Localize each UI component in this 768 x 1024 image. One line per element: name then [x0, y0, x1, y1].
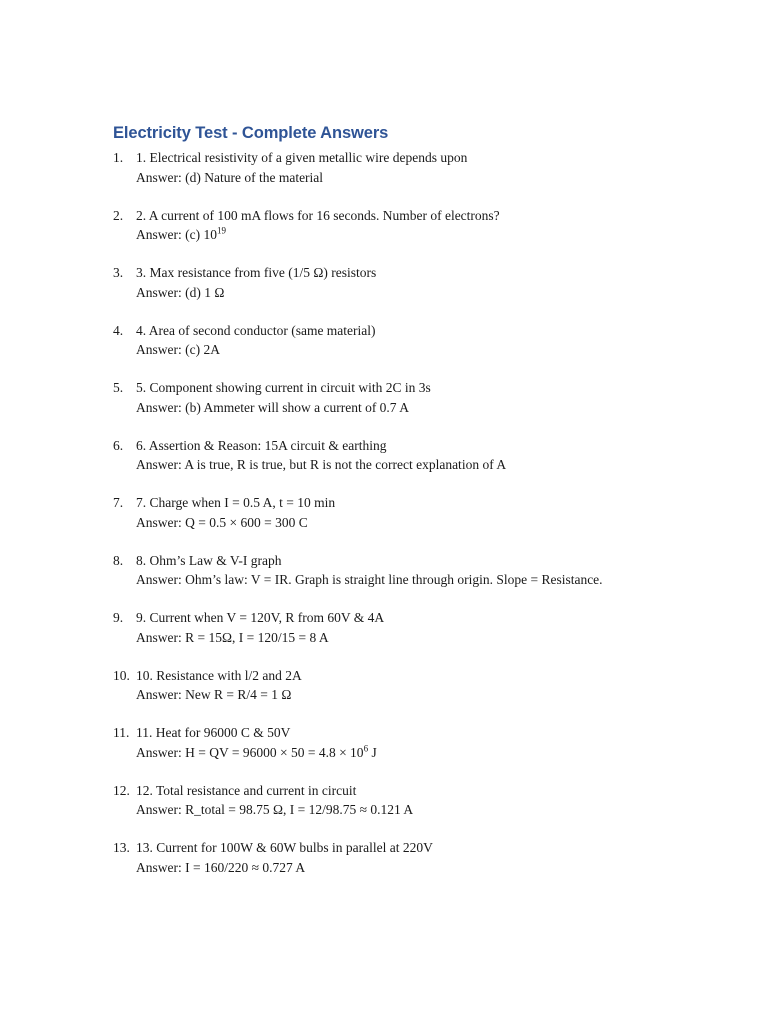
item-number: 2.	[113, 207, 124, 223]
answer-main: Answer: H = QV = 96000 × 50 = 4.8 × 10	[136, 744, 364, 760]
item-number: 11.	[113, 725, 130, 740]
answer-exponent: 19	[216, 225, 226, 236]
question-text: 5. Component showing current in circuit with 2C in 3s	[136, 380, 431, 395]
answer-text: Answer: A is true, R is true, but R is not the correct explanation of A	[136, 457, 507, 472]
item-number: 13.	[113, 840, 130, 855]
item-number: 12.	[113, 782, 130, 798]
item-number: 4.	[113, 322, 124, 338]
answer-tail: J	[368, 744, 377, 760]
answer-text: Answer: R_total = 98.75 Ω, I = 12/98.75 ≈ 0.121 A	[136, 802, 414, 817]
item-number: 1.	[113, 150, 124, 165]
question-text: 2. A current of 100 mA flows for 16 seconds. Number of electrons?	[136, 207, 500, 223]
answer-text: Answer: (c) 2A	[136, 342, 220, 357]
question-text: 10. Resistance with l/2 and 2A	[136, 667, 302, 683]
answer-main: Answer: (c) 10	[136, 227, 217, 242]
question-text: 7. Charge when I = 0.5 A, t = 10 min	[136, 495, 336, 510]
question-text: 11. Heat for 96000 C & 50V	[136, 725, 291, 740]
answer-text: Answer: Q = 0.5 × 600 = 300 C	[136, 514, 308, 530]
question-text: 13. Current for 100W & 60W bulbs in parallel at 220V	[136, 840, 433, 855]
document-title: Electricity Test - Complete Answers	[113, 124, 389, 142]
item-number: 10.	[113, 667, 130, 683]
item-number: 9.	[113, 610, 124, 625]
question-text: 8. Ohm’s Law & V-I graph	[136, 552, 282, 568]
answer-text	[136, 743, 377, 763]
item-number: 5.	[113, 380, 124, 395]
answer-text: Answer: (d) Nature of the material	[136, 169, 324, 185]
answer-text: Answer: Ohm’s law: V = IR. Graph is straight line through origin. Slope = Resistance.	[136, 572, 603, 587]
question-text: 9. Current when V = 120V, R from 60V & 4A	[136, 610, 385, 625]
item-number: 3.	[113, 265, 124, 280]
question-text: 4. Area of second conductor (same material)	[136, 322, 376, 338]
answer-exponent: 6	[363, 743, 369, 753]
question-text: 1. Electrical resistivity of a given metallic wire depends upon	[136, 150, 468, 165]
item-number: 8.	[113, 552, 124, 568]
answer-text: Answer: New R = R/4 = 1 Ω	[136, 687, 292, 702]
item-number: 6.	[113, 437, 124, 453]
answer-text	[136, 225, 226, 245]
question-text: 12. Total resistance and current in circuit	[136, 782, 357, 798]
question-text: 6. Assertion & Reason: 15A circuit & earthing	[136, 437, 387, 453]
question-text: 3. Max resistance from five (1/5 Ω) resistors	[136, 265, 377, 280]
answer-text: Answer: I = 160/220 ≈ 0.727 A	[136, 859, 306, 875]
answer-text: Answer: (b) Ammeter will show a current of 0.7 A	[136, 399, 409, 415]
answer-text: Answer: (d) 1 Ω	[136, 284, 225, 300]
answer-text: Answer: R = 15Ω, I = 120/15 = 8 A	[136, 629, 329, 645]
item-number: 7.	[113, 495, 124, 510]
